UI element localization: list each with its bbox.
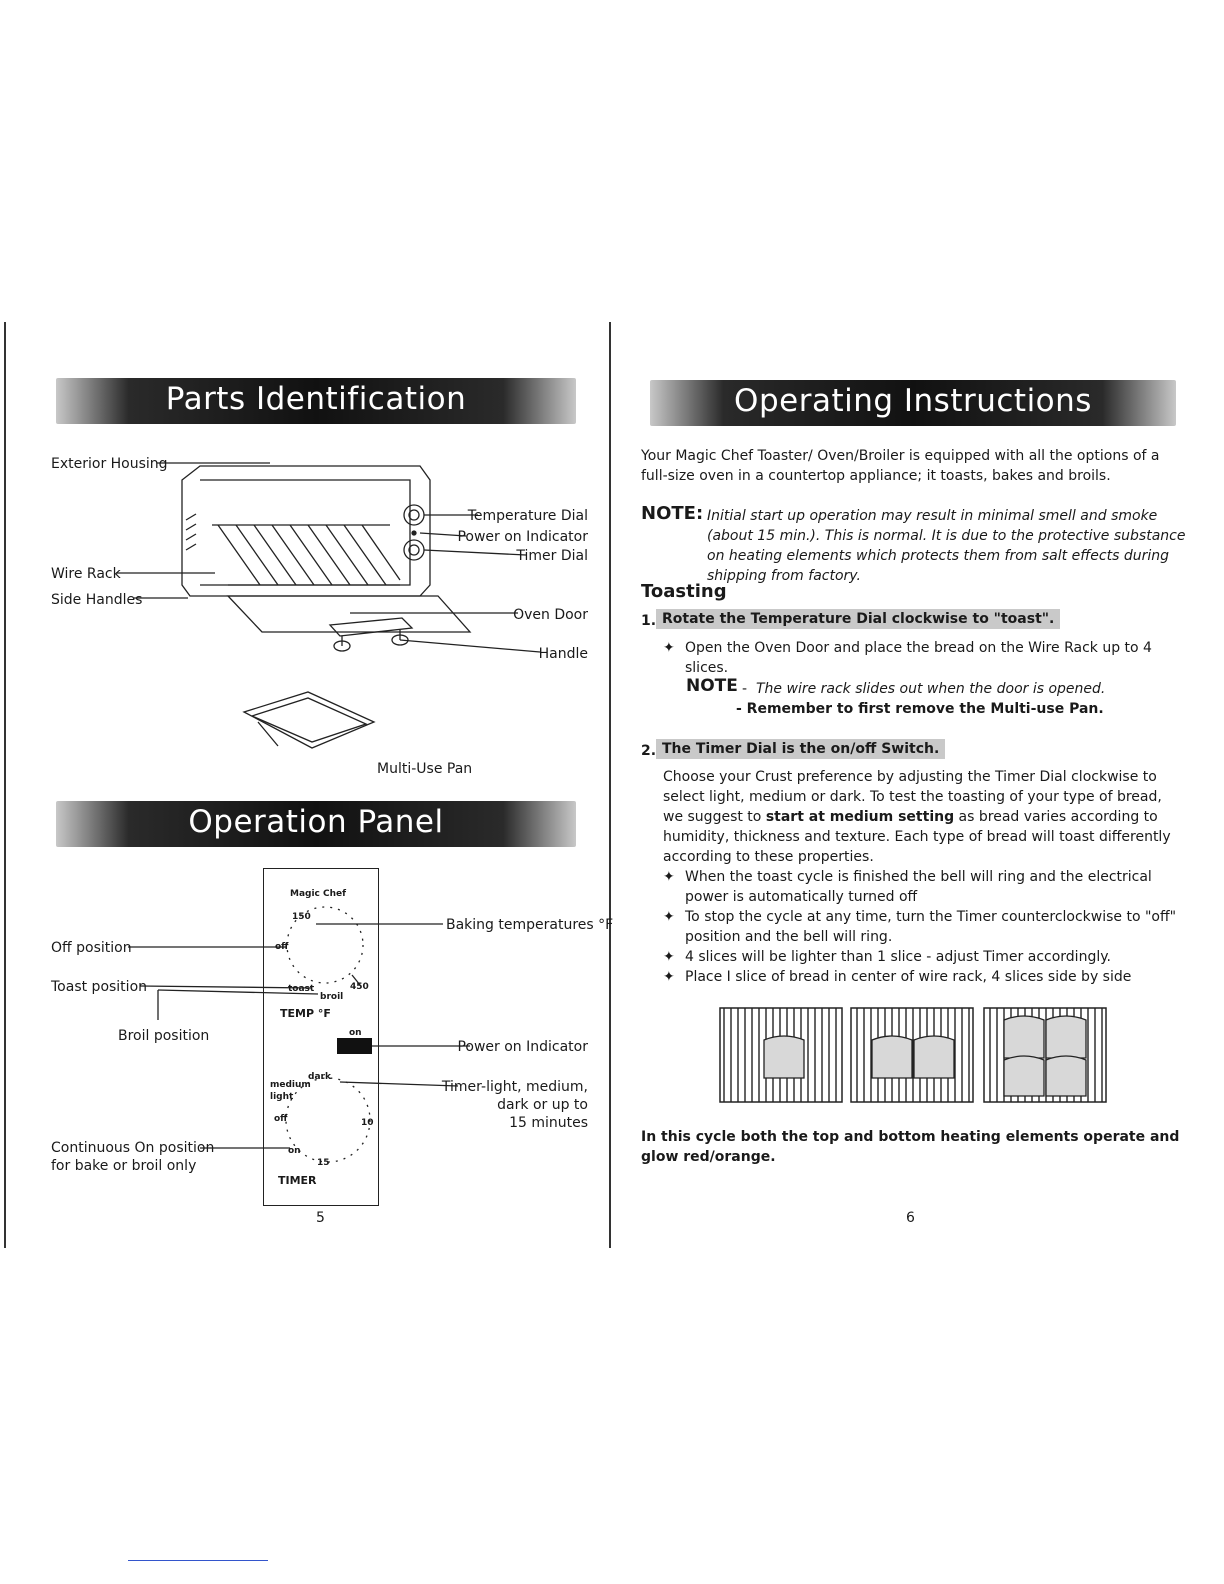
note-text: Initial start up operation may result in minimal smell and smoke (about 15 min.). This is normal. It is due to the protective substance on heating elements which protects them from salt effects during shipping from factory. <box>707 508 1186 584</box>
step1-number: 1. <box>641 613 657 629</box>
label-continuous-line1: Continuous On position <box>51 1140 215 1156</box>
dial-timer-label: TIMER <box>278 1174 317 1187</box>
label-timer-line2: dark or up to <box>497 1097 588 1113</box>
dial-timer-off: off <box>274 1114 288 1124</box>
label-exterior-housing: Exterior Housing <box>51 456 168 472</box>
note2-line2: - Remember to first remove the Multi-use Pan. <box>736 701 1104 717</box>
label-side-handles: Side Handles <box>51 592 143 608</box>
closing-paragraph: In this cycle both the top and bottom heating elements operate and glow red/orange. <box>641 1129 1180 1165</box>
label-handle: Handle <box>538 646 588 662</box>
bullet-3-text: 4 slices will be lighter than 1 slice - adjust Timer accordingly. <box>685 949 1111 965</box>
step2-paragraph-b: as bread varies according to humidity, thickness and texture. Each type of bread will toast differently according to these properties. <box>663 809 1171 865</box>
dial-fifteen: 15 <box>317 1158 330 1168</box>
step1-text: Rotate the Temperature Dial clockwise to "toast". <box>656 609 1060 629</box>
dial-timer-on: on <box>288 1146 301 1156</box>
step1-bullet-text: Open the Oven Door and place the bread on the Wire Rack up to 4 slices. <box>685 640 1152 676</box>
label-panel-power-indicator: Power on Indicator <box>457 1039 588 1055</box>
dial-broil: broil <box>320 992 344 1002</box>
dial-temp-off: off <box>275 942 289 952</box>
step2-number: 2. <box>641 743 657 759</box>
bullet-2-text: To stop the cycle at any time, turn the Timer counterclockwise to "off" position and the bell will ring. <box>685 909 1177 945</box>
label-timer-dial: Timer Dial <box>516 548 588 564</box>
label-wire-rack: Wire Rack <box>51 566 121 582</box>
dial-brand: Magic Chef <box>290 889 347 899</box>
dial-ten: 10 <box>361 1118 374 1128</box>
note-label: NOTE: <box>641 503 704 524</box>
label-power-on-indicator: Power on Indicator <box>457 529 588 545</box>
star-icon: ✦ <box>663 909 675 925</box>
dial-toast: toast <box>288 984 315 994</box>
intro-paragraph: Your Magic Chef Toaster/ Oven/Broiler is equipped with all the options of a full-size oven in a countertop appliance; it toasts, bakes and broils. <box>641 448 1160 484</box>
step2-paragraph-bold: start at medium setting <box>765 809 955 825</box>
star-icon: ✦ <box>663 640 675 656</box>
dial-on-label: on <box>349 1028 362 1038</box>
label-timer-line3: 15 minutes <box>509 1115 588 1131</box>
toasting-heading: Toasting <box>641 581 727 602</box>
page-number-left: 5 <box>316 1210 325 1226</box>
operation-panel-title: Operation Panel <box>188 804 444 840</box>
dial-temp-label: TEMP °F <box>280 1007 331 1020</box>
label-oven-door: Oven Door <box>513 607 588 623</box>
label-timer-line1: Timer-light, medium, <box>441 1079 588 1095</box>
parts-identification-title: Parts Identification <box>165 381 467 417</box>
label-multi-use-pan: Multi-Use Pan <box>377 761 473 777</box>
note2-line1: The wire rack slides out when the door is opened. <box>756 681 1106 697</box>
step2-paragraph-a: Choose your Crust preference by adjusting the Timer Dial clockwise to select light, medium or dark. To test the toasting of your type of bread, we suggest to <box>663 769 1162 825</box>
label-off-position: Off position <box>51 940 132 956</box>
bullet-1-text: When the toast cycle is finished the bell will ring and the electrical power is automatically turned off <box>685 869 1152 905</box>
dial-light: light <box>270 1092 294 1102</box>
note2-label: NOTE <box>686 676 738 696</box>
label-temperature-dial: Temperature Dial <box>467 508 588 524</box>
step2-text: The Timer Dial is the on/off Switch. <box>656 739 945 759</box>
page-number-right: 6 <box>906 1210 915 1226</box>
dial-temp-150: 150 <box>292 912 311 922</box>
dial-medium: medium <box>270 1080 311 1090</box>
star-icon: ✦ <box>663 969 675 985</box>
label-baking-temperatures: Baking temperatures °F <box>446 917 614 933</box>
dial-dark: dark <box>308 1072 331 1082</box>
label-toast-position: Toast position <box>51 979 148 995</box>
note2-dash: - <box>742 681 748 697</box>
dial-temp-450: 450 <box>350 982 369 992</box>
label-broil-position: Broil position <box>118 1028 210 1044</box>
bullet-4-text: Place I slice of bread in center of wire rack, 4 slices side by side <box>685 969 1132 985</box>
label-continuous-line2: for bake or broil only <box>51 1158 197 1174</box>
star-icon: ✦ <box>663 869 675 885</box>
star-icon: ✦ <box>663 949 675 965</box>
operating-instructions-title: Operating Instructions <box>734 383 1092 419</box>
